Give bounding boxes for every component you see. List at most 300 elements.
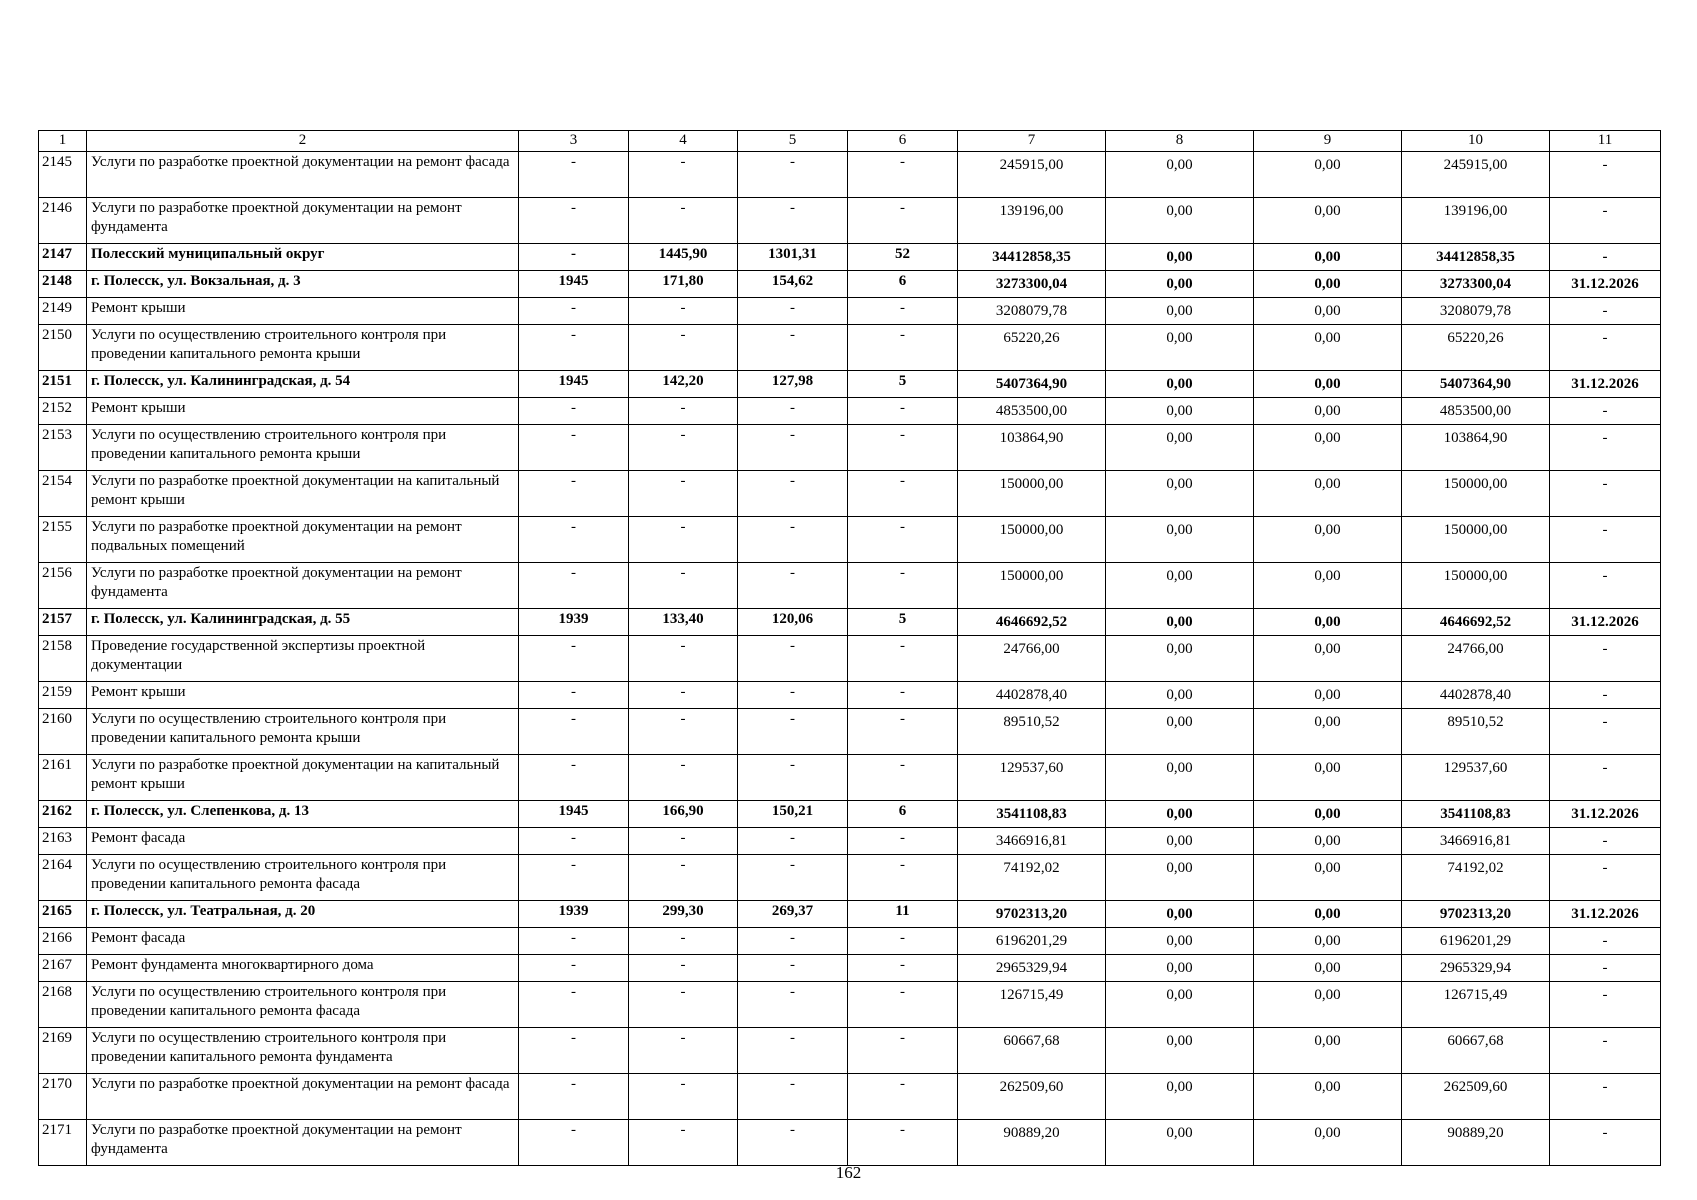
area-total-cell: - — [629, 1120, 738, 1166]
residents-cell: - — [848, 1074, 958, 1120]
cost-budget-cell: 0,00 — [1254, 517, 1402, 563]
deadline-cell: - — [1550, 855, 1661, 901]
residents-cell: - — [848, 682, 958, 709]
cost-fund-cell: 0,00 — [1106, 1028, 1254, 1074]
area-living-cell: - — [738, 563, 848, 609]
year-cell: - — [519, 682, 629, 709]
deadline-cell: 31.12.2026 — [1550, 371, 1661, 398]
cost-total-cell: 150000,00 — [958, 563, 1106, 609]
row-number-cell: 2170 — [39, 1074, 87, 1120]
cost-budget-cell: 0,00 — [1254, 609, 1402, 636]
column-header: 3 — [519, 131, 629, 152]
row-number-cell: 2155 — [39, 517, 87, 563]
area-total-cell: 166,90 — [629, 801, 738, 828]
cost-budget-cell: 0,00 — [1254, 425, 1402, 471]
residents-cell: - — [848, 563, 958, 609]
cost-owners-cell: 34412858,35 — [1402, 244, 1550, 271]
column-header: 5 — [738, 131, 848, 152]
row-number-cell: 2160 — [39, 709, 87, 755]
area-living-cell: 150,21 — [738, 801, 848, 828]
row-name-cell: Полесский муниципальный округ — [87, 244, 519, 271]
area-total-cell: - — [629, 855, 738, 901]
cost-owners-cell: 3208079,78 — [1402, 298, 1550, 325]
cost-fund-cell: 0,00 — [1106, 901, 1254, 928]
residents-cell: - — [848, 709, 958, 755]
row-name-cell: г. Полесск, ул. Калининградская, д. 54 — [87, 371, 519, 398]
row-number-cell: 2168 — [39, 982, 87, 1028]
residents-cell: 5 — [848, 609, 958, 636]
row-name-cell: Услуги по осуществлению строительного контроля при проведении капитального ремонта крыши — [87, 325, 519, 371]
area-living-cell: - — [738, 425, 848, 471]
year-cell: - — [519, 755, 629, 801]
residents-cell: 6 — [848, 801, 958, 828]
cost-fund-cell: 0,00 — [1106, 982, 1254, 1028]
row-name-cell: г. Полесск, ул. Театральная, д. 20 — [87, 901, 519, 928]
column-header: 4 — [629, 131, 738, 152]
cost-fund-cell: 0,00 — [1106, 471, 1254, 517]
cost-fund-cell: 0,00 — [1106, 325, 1254, 371]
area-total-cell: 299,30 — [629, 901, 738, 928]
row-number-cell: 2149 — [39, 298, 87, 325]
cost-total-cell: 6196201,29 — [958, 928, 1106, 955]
area-total-cell: - — [629, 198, 738, 244]
area-living-cell: - — [738, 198, 848, 244]
row-name-cell: Услуги по разработке проектной документации на ремонт фундамента — [87, 563, 519, 609]
table-row — [39, 901, 1661, 928]
table-row — [39, 828, 1661, 855]
area-living-cell: 127,98 — [738, 371, 848, 398]
deadline-cell: - — [1550, 152, 1661, 198]
table-row — [39, 955, 1661, 982]
residents-cell: 11 — [848, 901, 958, 928]
cost-total-cell: 9702313,20 — [958, 901, 1106, 928]
row-number-cell: 2159 — [39, 682, 87, 709]
cost-fund-cell: 0,00 — [1106, 636, 1254, 682]
residents-cell: - — [848, 828, 958, 855]
cost-total-cell: 89510,52 — [958, 709, 1106, 755]
year-cell: 1939 — [519, 901, 629, 928]
deadline-cell: - — [1550, 755, 1661, 801]
row-number-cell: 2171 — [39, 1120, 87, 1166]
residents-cell: - — [848, 471, 958, 517]
row-number-cell: 2165 — [39, 901, 87, 928]
area-living-cell: - — [738, 1120, 848, 1166]
column-header: 9 — [1254, 131, 1402, 152]
cost-fund-cell: 0,00 — [1106, 371, 1254, 398]
cost-owners-cell: 9702313,20 — [1402, 901, 1550, 928]
row-name-cell: Услуги по разработке проектной документации на ремонт фундамента — [87, 1120, 519, 1166]
area-living-cell: - — [738, 755, 848, 801]
residents-cell: - — [848, 1120, 958, 1166]
residents-cell: - — [848, 982, 958, 1028]
row-name-cell: Ремонт крыши — [87, 682, 519, 709]
year-cell: 1939 — [519, 609, 629, 636]
deadline-cell: - — [1550, 928, 1661, 955]
cost-total-cell: 129537,60 — [958, 755, 1106, 801]
table-row — [39, 325, 1661, 371]
cost-budget-cell: 0,00 — [1254, 928, 1402, 955]
row-name-cell: Услуги по разработке проектной документации на ремонт подвальных помещений — [87, 517, 519, 563]
table-row — [39, 198, 1661, 244]
cost-budget-cell: 0,00 — [1254, 563, 1402, 609]
cost-budget-cell: 0,00 — [1254, 709, 1402, 755]
cost-fund-cell: 0,00 — [1106, 609, 1254, 636]
cost-budget-cell: 0,00 — [1254, 828, 1402, 855]
row-number-cell: 2147 — [39, 244, 87, 271]
cost-owners-cell: 150000,00 — [1402, 563, 1550, 609]
row-number-cell: 2148 — [39, 271, 87, 298]
cost-total-cell: 90889,20 — [958, 1120, 1106, 1166]
cost-total-cell: 150000,00 — [958, 517, 1106, 563]
area-living-cell: 1301,31 — [738, 244, 848, 271]
cost-fund-cell: 0,00 — [1106, 755, 1254, 801]
cost-budget-cell: 0,00 — [1254, 755, 1402, 801]
year-cell: - — [519, 398, 629, 425]
area-total-cell: - — [629, 709, 738, 755]
area-living-cell: - — [738, 636, 848, 682]
area-total-cell: - — [629, 1028, 738, 1074]
deadline-cell: - — [1550, 398, 1661, 425]
table-row — [39, 855, 1661, 901]
cost-fund-cell: 0,00 — [1106, 682, 1254, 709]
row-name-cell: Ремонт фасада — [87, 928, 519, 955]
area-living-cell: - — [738, 955, 848, 982]
area-total-cell: - — [629, 982, 738, 1028]
cost-owners-cell: 3466916,81 — [1402, 828, 1550, 855]
table-row — [39, 517, 1661, 563]
year-cell: - — [519, 955, 629, 982]
area-living-cell: - — [738, 471, 848, 517]
cost-budget-cell: 0,00 — [1254, 1120, 1402, 1166]
deadline-cell: - — [1550, 425, 1661, 471]
cost-owners-cell: 103864,90 — [1402, 425, 1550, 471]
cost-owners-cell: 150000,00 — [1402, 517, 1550, 563]
row-number-cell: 2157 — [39, 609, 87, 636]
year-cell: - — [519, 298, 629, 325]
area-total-cell: - — [629, 636, 738, 682]
cost-fund-cell: 0,00 — [1106, 1120, 1254, 1166]
residents-cell: - — [848, 928, 958, 955]
area-total-cell: - — [629, 298, 738, 325]
cost-owners-cell: 150000,00 — [1402, 471, 1550, 517]
area-total-cell: - — [629, 828, 738, 855]
row-name-cell: Ремонт фундамента многоквартирного дома — [87, 955, 519, 982]
deadline-cell: - — [1550, 198, 1661, 244]
deadline-cell: - — [1550, 1074, 1661, 1120]
cost-owners-cell: 4853500,00 — [1402, 398, 1550, 425]
cost-budget-cell: 0,00 — [1254, 855, 1402, 901]
deadline-cell: 31.12.2026 — [1550, 801, 1661, 828]
row-name-cell: Услуги по осуществлению строительного контроля при проведении капитального ремонта крыши — [87, 425, 519, 471]
area-total-cell: - — [629, 682, 738, 709]
table-row — [39, 398, 1661, 425]
year-cell: - — [519, 855, 629, 901]
deadline-cell: - — [1550, 982, 1661, 1028]
area-living-cell: - — [738, 828, 848, 855]
column-header: 8 — [1106, 131, 1254, 152]
cost-owners-cell: 4402878,40 — [1402, 682, 1550, 709]
cost-owners-cell: 139196,00 — [1402, 198, 1550, 244]
year-cell: - — [519, 982, 629, 1028]
residents-cell: - — [848, 198, 958, 244]
row-name-cell: Проведение государственной экспертизы проектной документации — [87, 636, 519, 682]
year-cell: - — [519, 1074, 629, 1120]
cost-total-cell: 262509,60 — [958, 1074, 1106, 1120]
cost-total-cell: 24766,00 — [958, 636, 1106, 682]
area-total-cell: - — [629, 517, 738, 563]
table-row — [39, 636, 1661, 682]
year-cell: - — [519, 1028, 629, 1074]
residents-cell: 6 — [848, 271, 958, 298]
column-header: 6 — [848, 131, 958, 152]
row-name-cell: Услуги по разработке проектной документации на ремонт фасада — [87, 152, 519, 198]
residents-cell: - — [848, 755, 958, 801]
column-header: 1 — [39, 131, 87, 152]
cost-total-cell: 150000,00 — [958, 471, 1106, 517]
area-total-cell: - — [629, 325, 738, 371]
area-total-cell: 171,80 — [629, 271, 738, 298]
row-number-cell: 2145 — [39, 152, 87, 198]
row-name-cell: Услуги по осуществлению строительного контроля при проведении капитального ремонта фасада — [87, 982, 519, 1028]
residents-cell: - — [848, 425, 958, 471]
cost-budget-cell: 0,00 — [1254, 244, 1402, 271]
cost-total-cell: 60667,68 — [958, 1028, 1106, 1074]
cost-owners-cell: 3541108,83 — [1402, 801, 1550, 828]
table-row — [39, 425, 1661, 471]
cost-owners-cell: 245915,00 — [1402, 152, 1550, 198]
table-row — [39, 982, 1661, 1028]
area-living-cell: - — [738, 1028, 848, 1074]
cost-owners-cell: 126715,49 — [1402, 982, 1550, 1028]
residents-cell: - — [848, 1028, 958, 1074]
cost-budget-cell: 0,00 — [1254, 1028, 1402, 1074]
cost-budget-cell: 0,00 — [1254, 325, 1402, 371]
area-living-cell: - — [738, 298, 848, 325]
row-number-cell: 2162 — [39, 801, 87, 828]
cost-budget-cell: 0,00 — [1254, 682, 1402, 709]
cost-total-cell: 34412858,35 — [958, 244, 1106, 271]
table-row — [39, 1028, 1661, 1074]
year-cell: - — [519, 198, 629, 244]
cost-fund-cell: 0,00 — [1106, 828, 1254, 855]
deadline-cell: - — [1550, 1028, 1661, 1074]
row-number-cell: 2167 — [39, 955, 87, 982]
row-name-cell: Ремонт крыши — [87, 298, 519, 325]
area-total-cell: 133,40 — [629, 609, 738, 636]
cost-budget-cell: 0,00 — [1254, 801, 1402, 828]
area-living-cell: - — [738, 682, 848, 709]
cost-owners-cell: 65220,26 — [1402, 325, 1550, 371]
table-row — [39, 563, 1661, 609]
deadline-cell: - — [1550, 325, 1661, 371]
table-row — [39, 928, 1661, 955]
row-name-cell: Ремонт фасада — [87, 828, 519, 855]
cost-owners-cell: 90889,20 — [1402, 1120, 1550, 1166]
cost-total-cell: 5407364,90 — [958, 371, 1106, 398]
cost-budget-cell: 0,00 — [1254, 398, 1402, 425]
cost-total-cell: 4646692,52 — [958, 609, 1106, 636]
cost-fund-cell: 0,00 — [1106, 298, 1254, 325]
cost-budget-cell: 0,00 — [1254, 271, 1402, 298]
cost-budget-cell: 0,00 — [1254, 636, 1402, 682]
table-row — [39, 471, 1661, 517]
area-total-cell: - — [629, 928, 738, 955]
cost-fund-cell: 0,00 — [1106, 928, 1254, 955]
cost-fund-cell: 0,00 — [1106, 1074, 1254, 1120]
cost-fund-cell: 0,00 — [1106, 152, 1254, 198]
cost-budget-cell: 0,00 — [1254, 1074, 1402, 1120]
row-name-cell: Услуги по разработке проектной документации на ремонт фундамента — [87, 198, 519, 244]
area-total-cell: - — [629, 152, 738, 198]
year-cell: - — [519, 517, 629, 563]
cost-owners-cell: 3273300,04 — [1402, 271, 1550, 298]
row-number-cell: 2161 — [39, 755, 87, 801]
table-row — [39, 244, 1661, 271]
year-cell: - — [519, 471, 629, 517]
deadline-cell: 31.12.2026 — [1550, 271, 1661, 298]
deadline-cell: - — [1550, 636, 1661, 682]
area-living-cell: 269,37 — [738, 901, 848, 928]
area-total-cell: - — [629, 755, 738, 801]
cost-fund-cell: 0,00 — [1106, 244, 1254, 271]
cost-total-cell: 4853500,00 — [958, 398, 1106, 425]
cost-budget-cell: 0,00 — [1254, 298, 1402, 325]
column-header: 2 — [87, 131, 519, 152]
deadline-cell: - — [1550, 298, 1661, 325]
year-cell: - — [519, 636, 629, 682]
row-name-cell: Услуги по разработке проектной документации на ремонт фасада — [87, 1074, 519, 1120]
cost-fund-cell: 0,00 — [1106, 198, 1254, 244]
cost-budget-cell: 0,00 — [1254, 901, 1402, 928]
row-name-cell: Услуги по разработке проектной документации на капитальный ремонт крыши — [87, 755, 519, 801]
residents-cell: - — [848, 298, 958, 325]
area-total-cell: - — [629, 398, 738, 425]
row-name-cell: г. Полесск, ул. Слепенкова, д. 13 — [87, 801, 519, 828]
area-living-cell: - — [738, 855, 848, 901]
cost-budget-cell: 0,00 — [1254, 471, 1402, 517]
residents-cell: - — [848, 517, 958, 563]
year-cell: - — [519, 244, 629, 271]
residents-cell: - — [848, 955, 958, 982]
row-name-cell: Услуги по разработке проектной документации на капитальный ремонт крыши — [87, 471, 519, 517]
cost-total-cell: 65220,26 — [958, 325, 1106, 371]
cost-fund-cell: 0,00 — [1106, 563, 1254, 609]
area-total-cell: - — [629, 425, 738, 471]
residents-cell: 5 — [848, 371, 958, 398]
row-number-cell: 2163 — [39, 828, 87, 855]
row-name-cell: г. Полесск, ул. Вокзальная, д. 3 — [87, 271, 519, 298]
residents-cell: - — [848, 636, 958, 682]
cost-budget-cell: 0,00 — [1254, 955, 1402, 982]
residents-cell: - — [848, 152, 958, 198]
area-living-cell: 154,62 — [738, 271, 848, 298]
table-row — [39, 1120, 1661, 1166]
cost-total-cell: 2965329,94 — [958, 955, 1106, 982]
residents-cell: 52 — [848, 244, 958, 271]
row-number-cell: 2150 — [39, 325, 87, 371]
row-number-cell: 2154 — [39, 471, 87, 517]
column-header: 7 — [958, 131, 1106, 152]
cost-owners-cell: 4646692,52 — [1402, 609, 1550, 636]
cost-total-cell: 245915,00 — [958, 152, 1106, 198]
cost-owners-cell: 89510,52 — [1402, 709, 1550, 755]
row-number-cell: 2151 — [39, 371, 87, 398]
residents-cell: - — [848, 855, 958, 901]
cost-owners-cell: 129537,60 — [1402, 755, 1550, 801]
row-name-cell: Ремонт крыши — [87, 398, 519, 425]
deadline-cell: - — [1550, 709, 1661, 755]
cost-fund-cell: 0,00 — [1106, 398, 1254, 425]
cost-total-cell: 74192,02 — [958, 855, 1106, 901]
cost-total-cell: 3208079,78 — [958, 298, 1106, 325]
cost-total-cell: 3273300,04 — [958, 271, 1106, 298]
row-number-cell: 2156 — [39, 563, 87, 609]
deadline-cell: - — [1550, 471, 1661, 517]
cost-total-cell: 3466916,81 — [958, 828, 1106, 855]
row-name-cell: Услуги по осуществлению строительного контроля при проведении капитального ремонта фундамента — [87, 1028, 519, 1074]
column-header: 10 — [1402, 131, 1550, 152]
area-total-cell: 142,20 — [629, 371, 738, 398]
area-living-cell: - — [738, 398, 848, 425]
table-row — [39, 1074, 1661, 1120]
cost-fund-cell: 0,00 — [1106, 271, 1254, 298]
cost-total-cell: 126715,49 — [958, 982, 1106, 1028]
deadline-cell: 31.12.2026 — [1550, 901, 1661, 928]
area-living-cell: - — [738, 325, 848, 371]
year-cell: 1945 — [519, 801, 629, 828]
cost-budget-cell: 0,00 — [1254, 982, 1402, 1028]
area-living-cell: 120,06 — [738, 609, 848, 636]
table-row — [39, 682, 1661, 709]
deadline-cell: - — [1550, 1120, 1661, 1166]
year-cell: - — [519, 325, 629, 371]
cost-total-cell: 4402878,40 — [958, 682, 1106, 709]
cost-owners-cell: 24766,00 — [1402, 636, 1550, 682]
cost-owners-cell: 262509,60 — [1402, 1074, 1550, 1120]
cost-owners-cell: 74192,02 — [1402, 855, 1550, 901]
year-cell: - — [519, 152, 629, 198]
table-row — [39, 609, 1661, 636]
year-cell: 1945 — [519, 371, 629, 398]
area-living-cell: - — [738, 517, 848, 563]
cost-fund-cell: 0,00 — [1106, 517, 1254, 563]
row-number-cell: 2158 — [39, 636, 87, 682]
row-name-cell: Услуги по осуществлению строительного контроля при проведении капитального ремонта фасада — [87, 855, 519, 901]
cost-fund-cell: 0,00 — [1106, 955, 1254, 982]
area-living-cell: - — [738, 1074, 848, 1120]
cost-budget-cell: 0,00 — [1254, 152, 1402, 198]
cost-total-cell: 139196,00 — [958, 198, 1106, 244]
cost-budget-cell: 0,00 — [1254, 198, 1402, 244]
cost-budget-cell: 0,00 — [1254, 371, 1402, 398]
deadline-cell: - — [1550, 955, 1661, 982]
cost-owners-cell: 2965329,94 — [1402, 955, 1550, 982]
area-total-cell: - — [629, 563, 738, 609]
area-total-cell: - — [629, 955, 738, 982]
year-cell: - — [519, 828, 629, 855]
table-row — [39, 298, 1661, 325]
table-row — [39, 271, 1661, 298]
row-number-cell: 2146 — [39, 198, 87, 244]
table-body — [39, 131, 1661, 1166]
deadline-cell: - — [1550, 517, 1661, 563]
cost-fund-cell: 0,00 — [1106, 855, 1254, 901]
residents-cell: - — [848, 398, 958, 425]
area-living-cell: - — [738, 709, 848, 755]
year-cell: - — [519, 425, 629, 471]
table-row — [39, 709, 1661, 755]
deadline-cell: 31.12.2026 — [1550, 609, 1661, 636]
